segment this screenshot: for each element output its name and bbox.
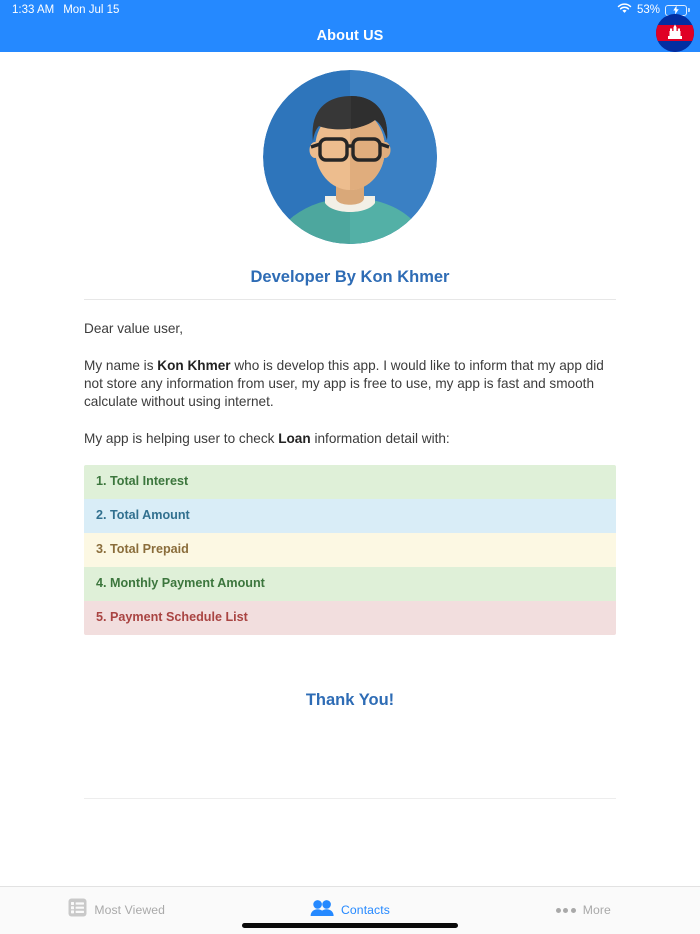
contacts-icon — [310, 899, 334, 922]
profile-image-container — [0, 52, 700, 244]
status-bar — [0, 0, 700, 20]
text-run: Dear value user, — [84, 321, 183, 336]
tab-most-viewed[interactable] — [0, 898, 233, 922]
text-run: My app is helping user to check — [84, 431, 279, 447]
feature-list-item: 3. Total Prepaid — [84, 533, 616, 567]
text-run: who is develop this app. I would like to inform that my app did not store any information from user, my app is free to use, my app is fast and smooth calculate without using internet. — [84, 358, 604, 410]
developer-heading: Developer By Kon Khmer — [250, 268, 450, 286]
divider-bottom — [84, 798, 616, 799]
page-title: About US — [316, 28, 384, 44]
more-dots-icon — [556, 908, 576, 913]
paragraph-intro — [84, 357, 616, 411]
feature-list-item: 4. Monthly Payment Amount — [84, 567, 616, 601]
developer-avatar-illustration — [263, 70, 437, 244]
about-content — [0, 52, 700, 886]
about-body-text — [84, 320, 616, 448]
home-indicator[interactable] — [242, 923, 458, 928]
cambodia-flag-avatar[interactable] — [656, 14, 694, 52]
feature-list — [84, 465, 616, 634]
feature-list-item: 2. Total Amount — [84, 499, 616, 533]
text-run: My name is — [84, 358, 158, 374]
paragraph-greeting — [84, 320, 616, 338]
tab-bar — [0, 886, 700, 934]
status-time: 1:33 AM — [12, 4, 55, 16]
navigation-bar — [0, 20, 700, 52]
paragraph-features-intro — [84, 430, 616, 448]
emphasis-text: Kon Khmer — [157, 358, 231, 374]
tab-label-more: More — [582, 903, 611, 917]
feature-list-item: 5. Payment Schedule List — [84, 601, 616, 635]
feature-list-item: 1. Total Interest — [84, 465, 616, 499]
tab-contacts[interactable] — [233, 898, 466, 922]
status-bar-left — [12, 4, 119, 16]
tab-label-most-viewed: Most Viewed — [94, 903, 165, 917]
battery-percent-label: 53% — [636, 4, 660, 16]
tab-label-contacts: Contacts — [341, 903, 390, 917]
list-icon — [68, 898, 87, 922]
thank-you-message: Thank You! — [305, 690, 395, 709]
emphasis-text: Loan — [278, 431, 311, 447]
text-run: information detail with: — [310, 431, 450, 447]
tab-more[interactable] — [467, 898, 700, 922]
status-date: Mon Jul 15 — [63, 4, 120, 16]
divider-top — [84, 299, 616, 300]
wifi-icon — [617, 3, 632, 17]
